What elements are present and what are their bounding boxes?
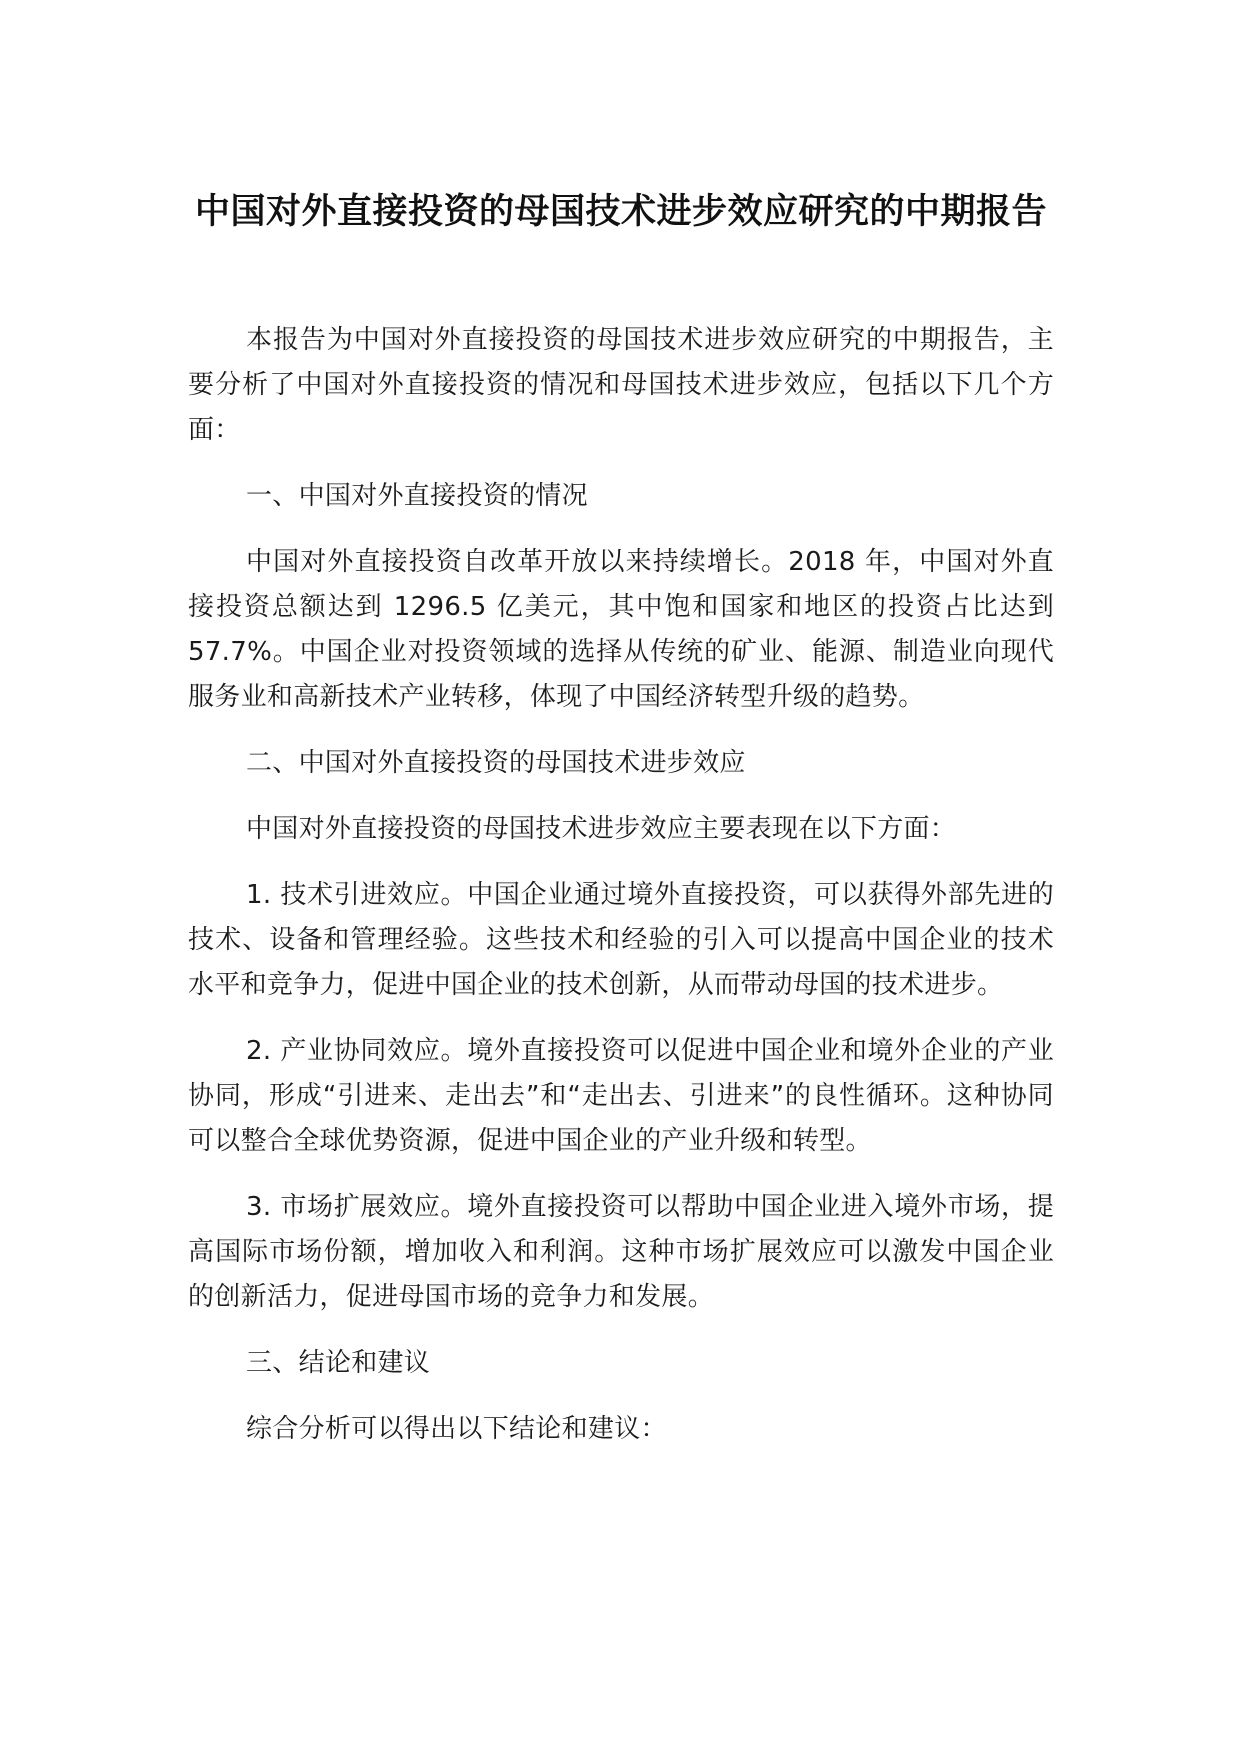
list-item: 2. 产业协同效应。境外直接投资可以促进中国企业和境外企业的产业协同，形成“引进来、走出去”和“走出去、引进来”的良性循环。这种协同可以整合全球优势资源，促进中国企业的产业升级和转型。 [188, 1036, 1054, 1156]
section-heading-1: 一、中国对外直接投资的情况 [246, 481, 588, 511]
section-heading-2: 二、中国对外直接投资的母国技术进步效应 [246, 748, 746, 778]
intro-paragraph: 本报告为中国对外直接投资的母国技术进步效应研究的中期报告，主要分析了中国对外直接投资的情况和母国技术进步效应，包括以下几个方面： [188, 325, 1054, 445]
paragraph: 综合分析可以得出以下结论和建议： [246, 1414, 667, 1444]
document-title: 中国对外直接投资的母国技术进步效应研究的中期报告 [194, 192, 1047, 232]
section-heading-3: 三、结论和建议 [246, 1348, 431, 1378]
document-body [188, 318, 1054, 1452]
list-item: 3. 市场扩展效应。境外直接投资可以帮助中国企业进入境外市场，提高国际市场份额，增加收入和利润。这种市场扩展效应可以激发中国企业的创新活力，促进母国市场的竞争力和发展。 [188, 1192, 1054, 1312]
paragraph: 中国对外直接投资的母国技术进步效应主要表现在以下方面： [246, 814, 957, 844]
list-item: 1. 技术引进效应。中国企业通过境外直接投资，可以获得外部先进的技术、设备和管理经验。这些技术和经验的引入可以提高中国企业的技术水平和竞争力，促进中国企业的技术创新，从而带动母国的技术进步。 [188, 880, 1054, 1000]
paragraph: 中国对外直接投资自改革开放以来持续增长。2018 年，中国对外直接投资总额达到 1296.5 亿美元，其中饱和国家和地区的投资占比达到 57.7%。中国企业对投资领域的选择从传统的矿业、能源、制造业向现代服务业和高新技术产业转移，体现了中国经济转型升级的趋势。 [188, 547, 1054, 712]
